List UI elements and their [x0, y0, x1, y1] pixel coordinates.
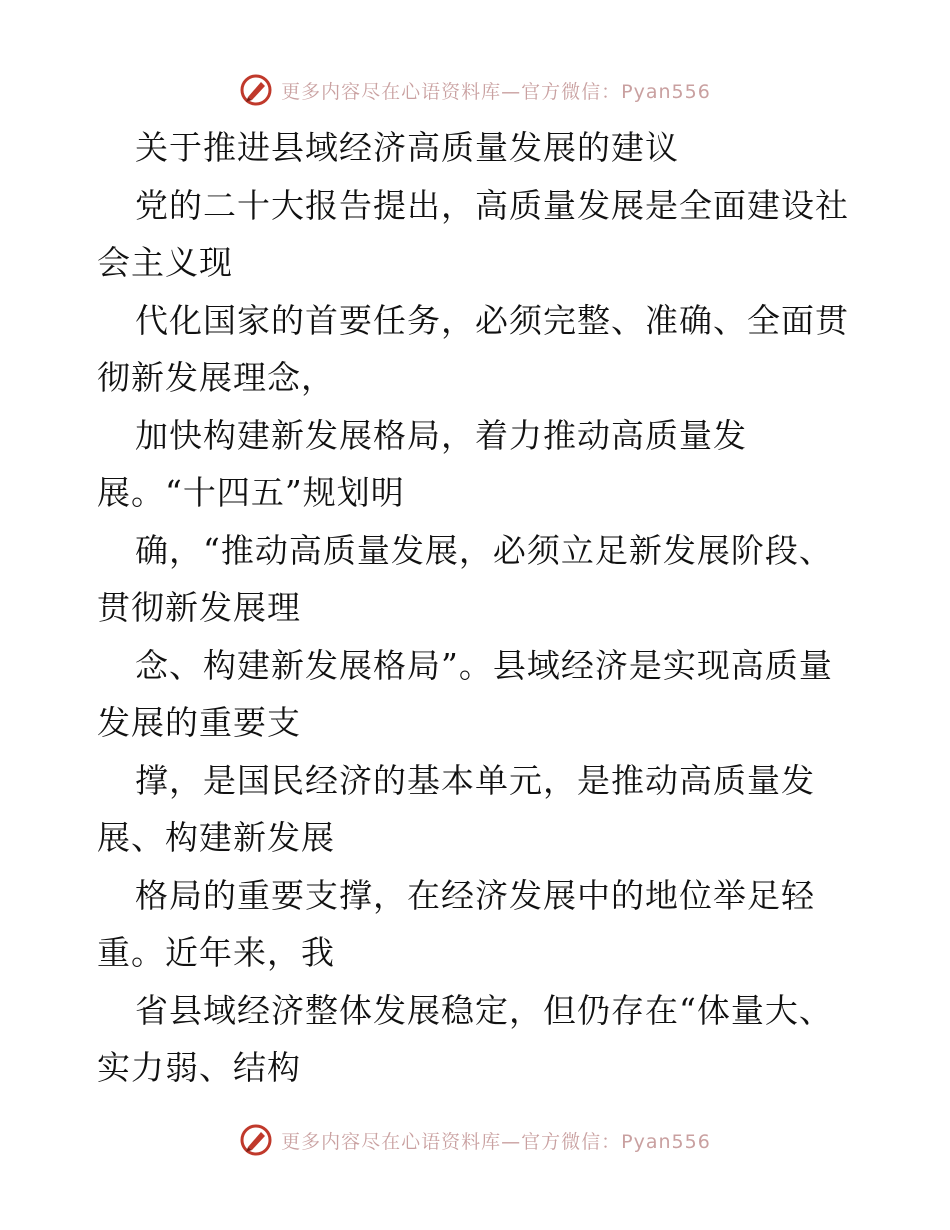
doc-line: 省县域经济整体发展稳定，但仍存在“体量大、: [135, 990, 833, 1030]
doc-line: 重。近年来，我: [97, 933, 335, 972]
doc-line: 格局的重要支撑，在经济发展中的地位举足轻: [135, 875, 815, 915]
watermark-text: 更多内容尽在心语资料库—官方微信：Pyan556: [281, 80, 711, 103]
watermark-text: 更多内容尽在心语资料库—官方微信：Pyan556: [281, 1130, 711, 1153]
pen-logo-icon: [239, 73, 273, 107]
doc-line: 展。“十四五”规划明: [97, 473, 405, 512]
doc-line: 发展的重要支: [97, 703, 301, 742]
doc-line: 关于推进县域经济高质量发展的建议: [135, 128, 679, 167]
pen-logo-icon: [239, 1123, 273, 1157]
doc-line: 念、构建新发展格局”。县域经济是实现高质量: [135, 645, 833, 685]
doc-line: 党的二十大报告提出，高质量发展是全面建设社: [135, 185, 849, 225]
doc-line: 撑，是国民经济的基本单元，是推动高质量发: [135, 760, 815, 800]
doc-line: 代化国家的首要任务，必须完整、准确、全面贯: [135, 300, 849, 340]
watermark-footer: [0, 1120, 950, 1160]
doc-line: 确，“推动高质量发展，必须立足新发展阶段、: [135, 530, 833, 570]
doc-line: 加快构建新发展格局，着力推动高质量发: [135, 415, 747, 455]
doc-line: 会主义现: [97, 243, 233, 282]
watermark-header: [0, 70, 950, 110]
doc-line: 展、构建新发展: [97, 818, 335, 857]
doc-line: 实力弱、结构: [97, 1048, 301, 1087]
doc-line: 贯彻新发展理: [97, 588, 301, 627]
doc-line: 彻新发展理念，: [97, 358, 335, 397]
